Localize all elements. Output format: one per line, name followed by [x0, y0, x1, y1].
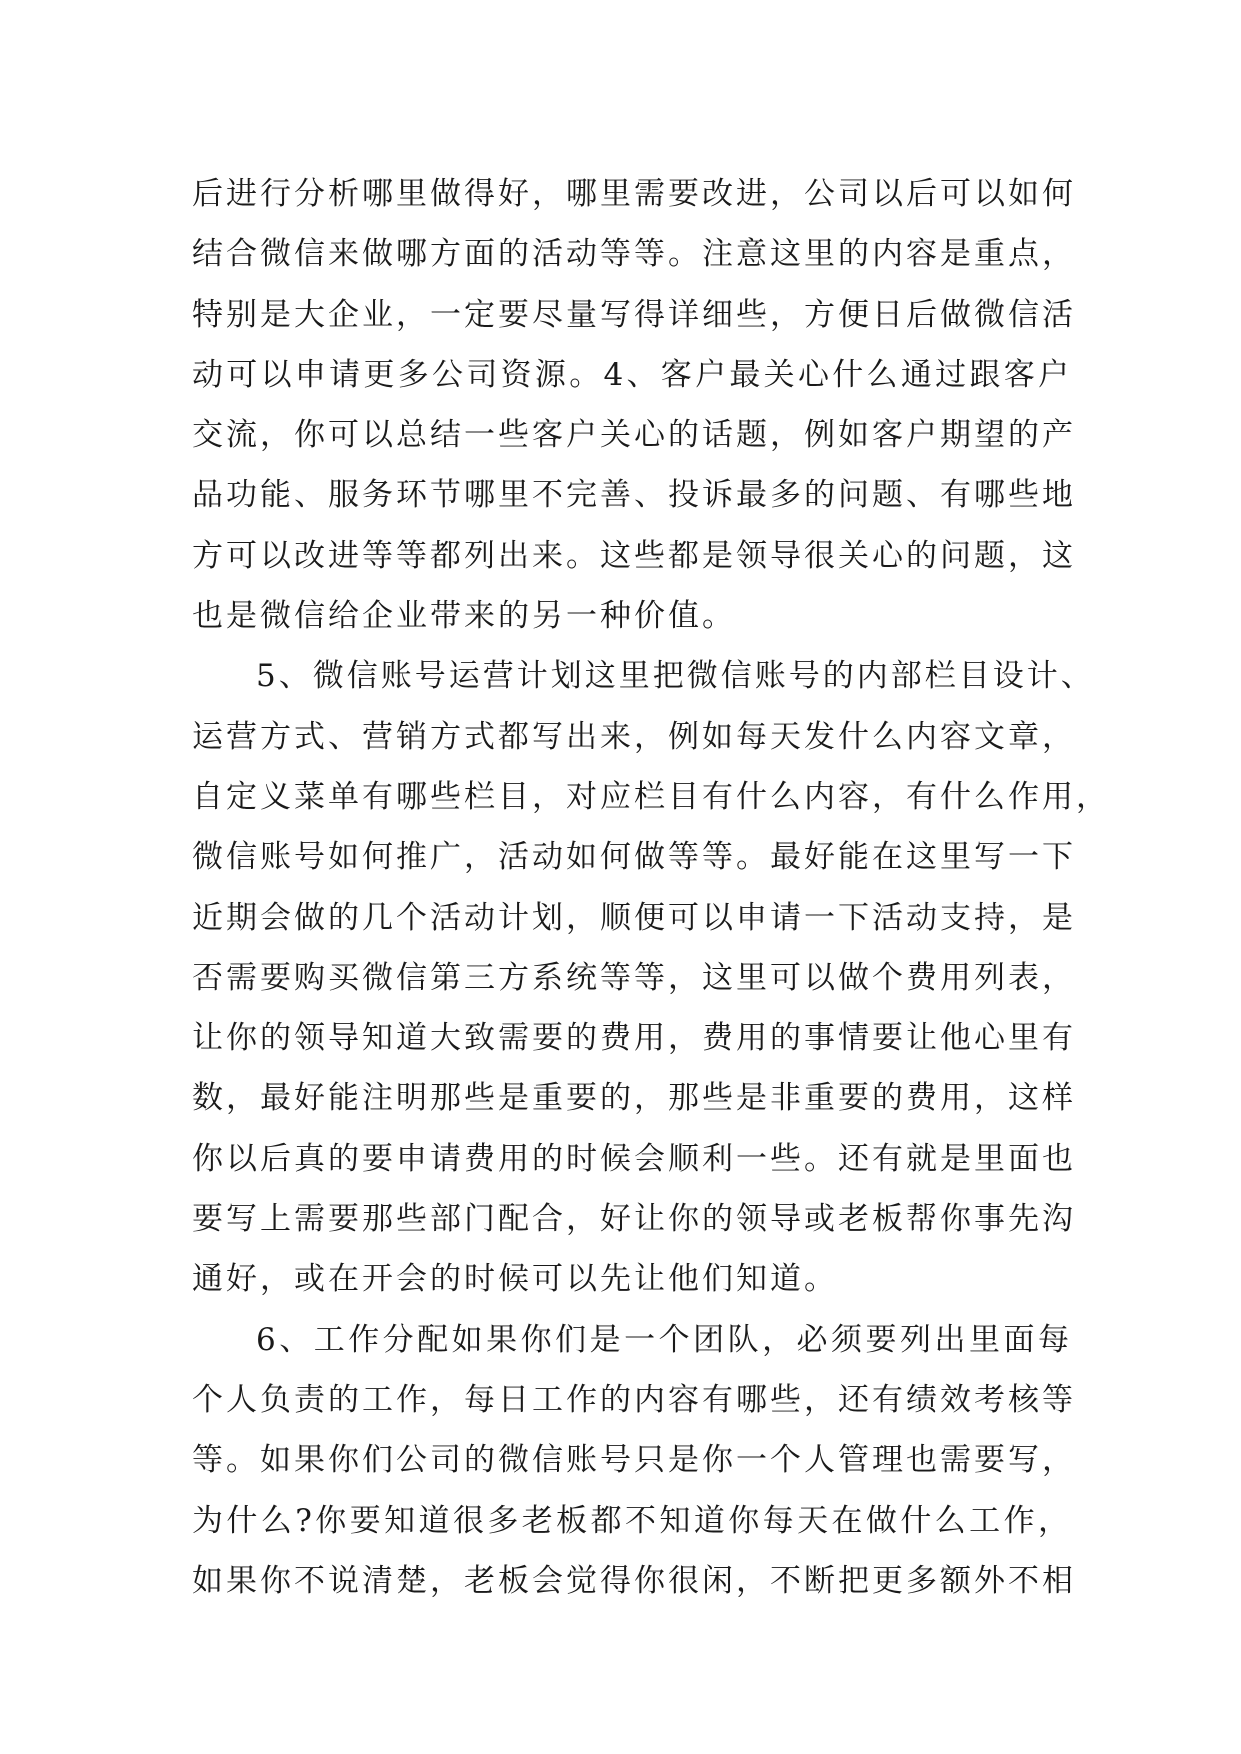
text-line: 方可以改进等等都列出来。这些都是领导很关心的问题，这	[192, 537, 1076, 574]
text-line: 特别是大企业，一定要尽量写得详细些，方便日后做微信活	[192, 296, 1076, 333]
body-text	[192, 164, 1110, 1611]
text-line: 如果你不说清楚，老板会觉得你很闲，不断把更多额外不相	[192, 1562, 1076, 1599]
text-line: 后进行分析哪里做得好，哪里需要改进，公司以后可以如何	[192, 176, 1076, 212]
text-line: 你以后真的要申请费用的时候会顺利一些。还有就是里面也	[192, 1140, 1076, 1177]
text-line: 运营方式、营销方式都写出来，例如每天发什么内容文章，	[192, 718, 1076, 755]
text-line: 5、微信账号运营计划这里把微信账号的内部栏目设计、	[256, 658, 1095, 695]
text-line: 否需要购买微信第三方系统等等，这里可以做个费用列表，	[192, 959, 1076, 996]
text-line: 等。如果你们公司的微信账号只是你一个人管理也需要写，	[192, 1442, 1076, 1479]
text-line: 近期会做的几个活动计划，顺便可以申请一下活动支持，是	[192, 899, 1076, 936]
text-line: 自定义菜单有哪些栏目，对应栏目有什么内容，有什么作用，	[192, 778, 1110, 815]
text-line: 让你的领导知道大致需要的费用，费用的事情要让他心里有	[192, 1020, 1076, 1057]
text-line: 通好，或在开会的时候可以先让他们知道。	[192, 1261, 838, 1298]
text-line: 动可以申请更多公司资源。4、客户最关心什么通过跟客户	[192, 356, 1072, 393]
text-line: 交流，你可以总结一些客户关心的话题，例如客户期望的产	[192, 417, 1076, 454]
text-line: 个人负责的工作，每日工作的内容有哪些，还有绩效考核等	[192, 1381, 1076, 1418]
text-line: 微信账号如何推广，活动如何做等等。最好能在这里写一下	[192, 839, 1076, 876]
text-line: 数，最好能注明那些是重要的，那些是非重要的费用，这样	[192, 1080, 1076, 1117]
text-line: 也是微信给企业带来的另一种价值。	[192, 598, 736, 635]
text-line: 为什么?你要知道很多老板都不知道你每天在做什么工作，	[192, 1502, 1072, 1539]
text-line: 6、工作分配如果你们是一个团队，必须要列出里面每	[256, 1321, 1072, 1358]
text-line: 要写上需要那些部门配合，好让你的领导或老板帮你事先沟	[192, 1201, 1076, 1238]
text-line: 品功能、服务环节哪里不完善、投诉最多的问题、有哪些地	[192, 477, 1076, 514]
text-line: 结合微信来做哪方面的活动等等。注意这里的内容是重点，	[192, 236, 1076, 273]
